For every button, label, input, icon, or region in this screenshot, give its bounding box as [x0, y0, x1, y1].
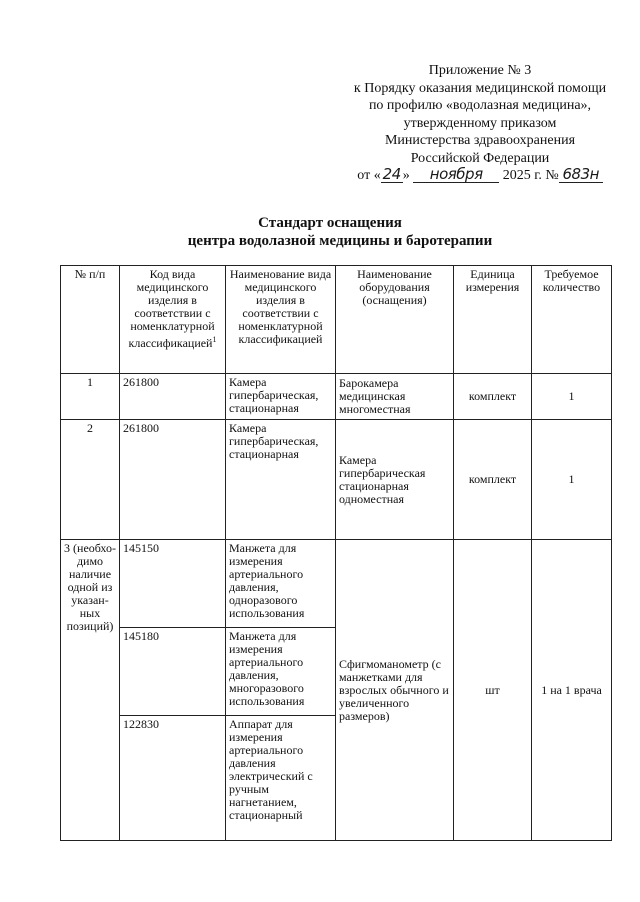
- header-qty: Требуемое количество: [532, 266, 612, 374]
- handwritten-day: 24: [382, 165, 401, 183]
- row1-kind: Камера гипербарическая, стационарная: [226, 374, 336, 420]
- handwritten-order-number: 683н: [559, 167, 603, 183]
- row2-kind: Камера гипербарическая, стационарная: [226, 420, 336, 540]
- row3-unit: шт: [454, 540, 532, 841]
- row3b-code: 145180: [120, 628, 226, 716]
- row3a-code: 145150: [120, 540, 226, 628]
- appendix-line-5: Министерства здравоохранения: [384, 133, 576, 148]
- equipment-standard-table: [60, 265, 612, 841]
- appendix-line-4: утвержденному приказом: [403, 115, 557, 131]
- header-num: № п/п: [61, 266, 120, 374]
- row2-unit: комплект: [454, 420, 532, 540]
- date-year: 2025 г. №: [502, 168, 559, 183]
- row3-equip: Сфигмоманометр (с манжетками для взрослых обычного и увеличенного размеров): [336, 540, 454, 841]
- row2-qty: 1: [532, 420, 612, 540]
- header-code-text: Код вида медицинского изделия в соответствии с номенклатурной классификацией: [128, 267, 215, 350]
- row3a-kind: Манжета для измерения артериального давления, одноразового использования: [226, 540, 336, 628]
- appendix-line-3: по профилю «водолазная медицина»,: [368, 98, 592, 113]
- date-prefix: от «: [357, 168, 381, 183]
- row3c-kind: Аппарат для измерения артериального давления электрический с ручным нагнетанием, стационарный: [226, 716, 336, 841]
- order-date-line: [330, 167, 630, 185]
- row1-num: 1: [61, 374, 120, 420]
- handwritten-month: ноября: [413, 167, 499, 183]
- table-row: [61, 420, 612, 540]
- header-name-kind: Наименование вида медицинского изделия в соответствии с номенклатурной классификацией: [226, 266, 336, 374]
- row1-equip: Барокамера медицинская многоместная: [336, 374, 454, 420]
- appendix-block: [330, 62, 630, 185]
- row1-code: 261800: [120, 374, 226, 420]
- header-code: [120, 266, 226, 374]
- row2-num: 2: [61, 420, 120, 540]
- row3-num: 3 (необхо-димо наличие одной из указан-ных позиций): [61, 540, 120, 841]
- appendix-line-2: к Порядку оказания медицинской помощи: [353, 80, 607, 96]
- row1-qty: 1: [532, 374, 612, 420]
- row2-equip: Камера гипербарическая стационарная одноместная: [336, 420, 454, 540]
- title-line-1: Стандарт оснащения: [258, 215, 402, 231]
- row2-code: 261800: [120, 420, 226, 540]
- row1-unit: комплект: [454, 374, 532, 420]
- table-header-row: [61, 266, 612, 374]
- document-title: [0, 214, 640, 250]
- footnote-marker: 1: [212, 335, 217, 344]
- date-quote: »: [402, 168, 410, 183]
- title-line-2: центра водолазной медицины и баротерапии: [187, 233, 493, 249]
- row3c-code: 122830: [120, 716, 226, 841]
- table-row: [61, 374, 612, 420]
- table-row: [61, 540, 612, 628]
- appendix-line-6: Российской Федерации: [410, 150, 550, 166]
- header-unit: Единица измерения: [454, 266, 532, 374]
- appendix-line-1: Приложение № 3: [428, 63, 532, 78]
- header-name-equip: Наименование оборудования (оснащения): [336, 266, 454, 374]
- row3-qty: 1 на 1 врача: [532, 540, 612, 841]
- row3b-kind: Манжета для измерения артериального давления, многоразового использования: [226, 628, 336, 716]
